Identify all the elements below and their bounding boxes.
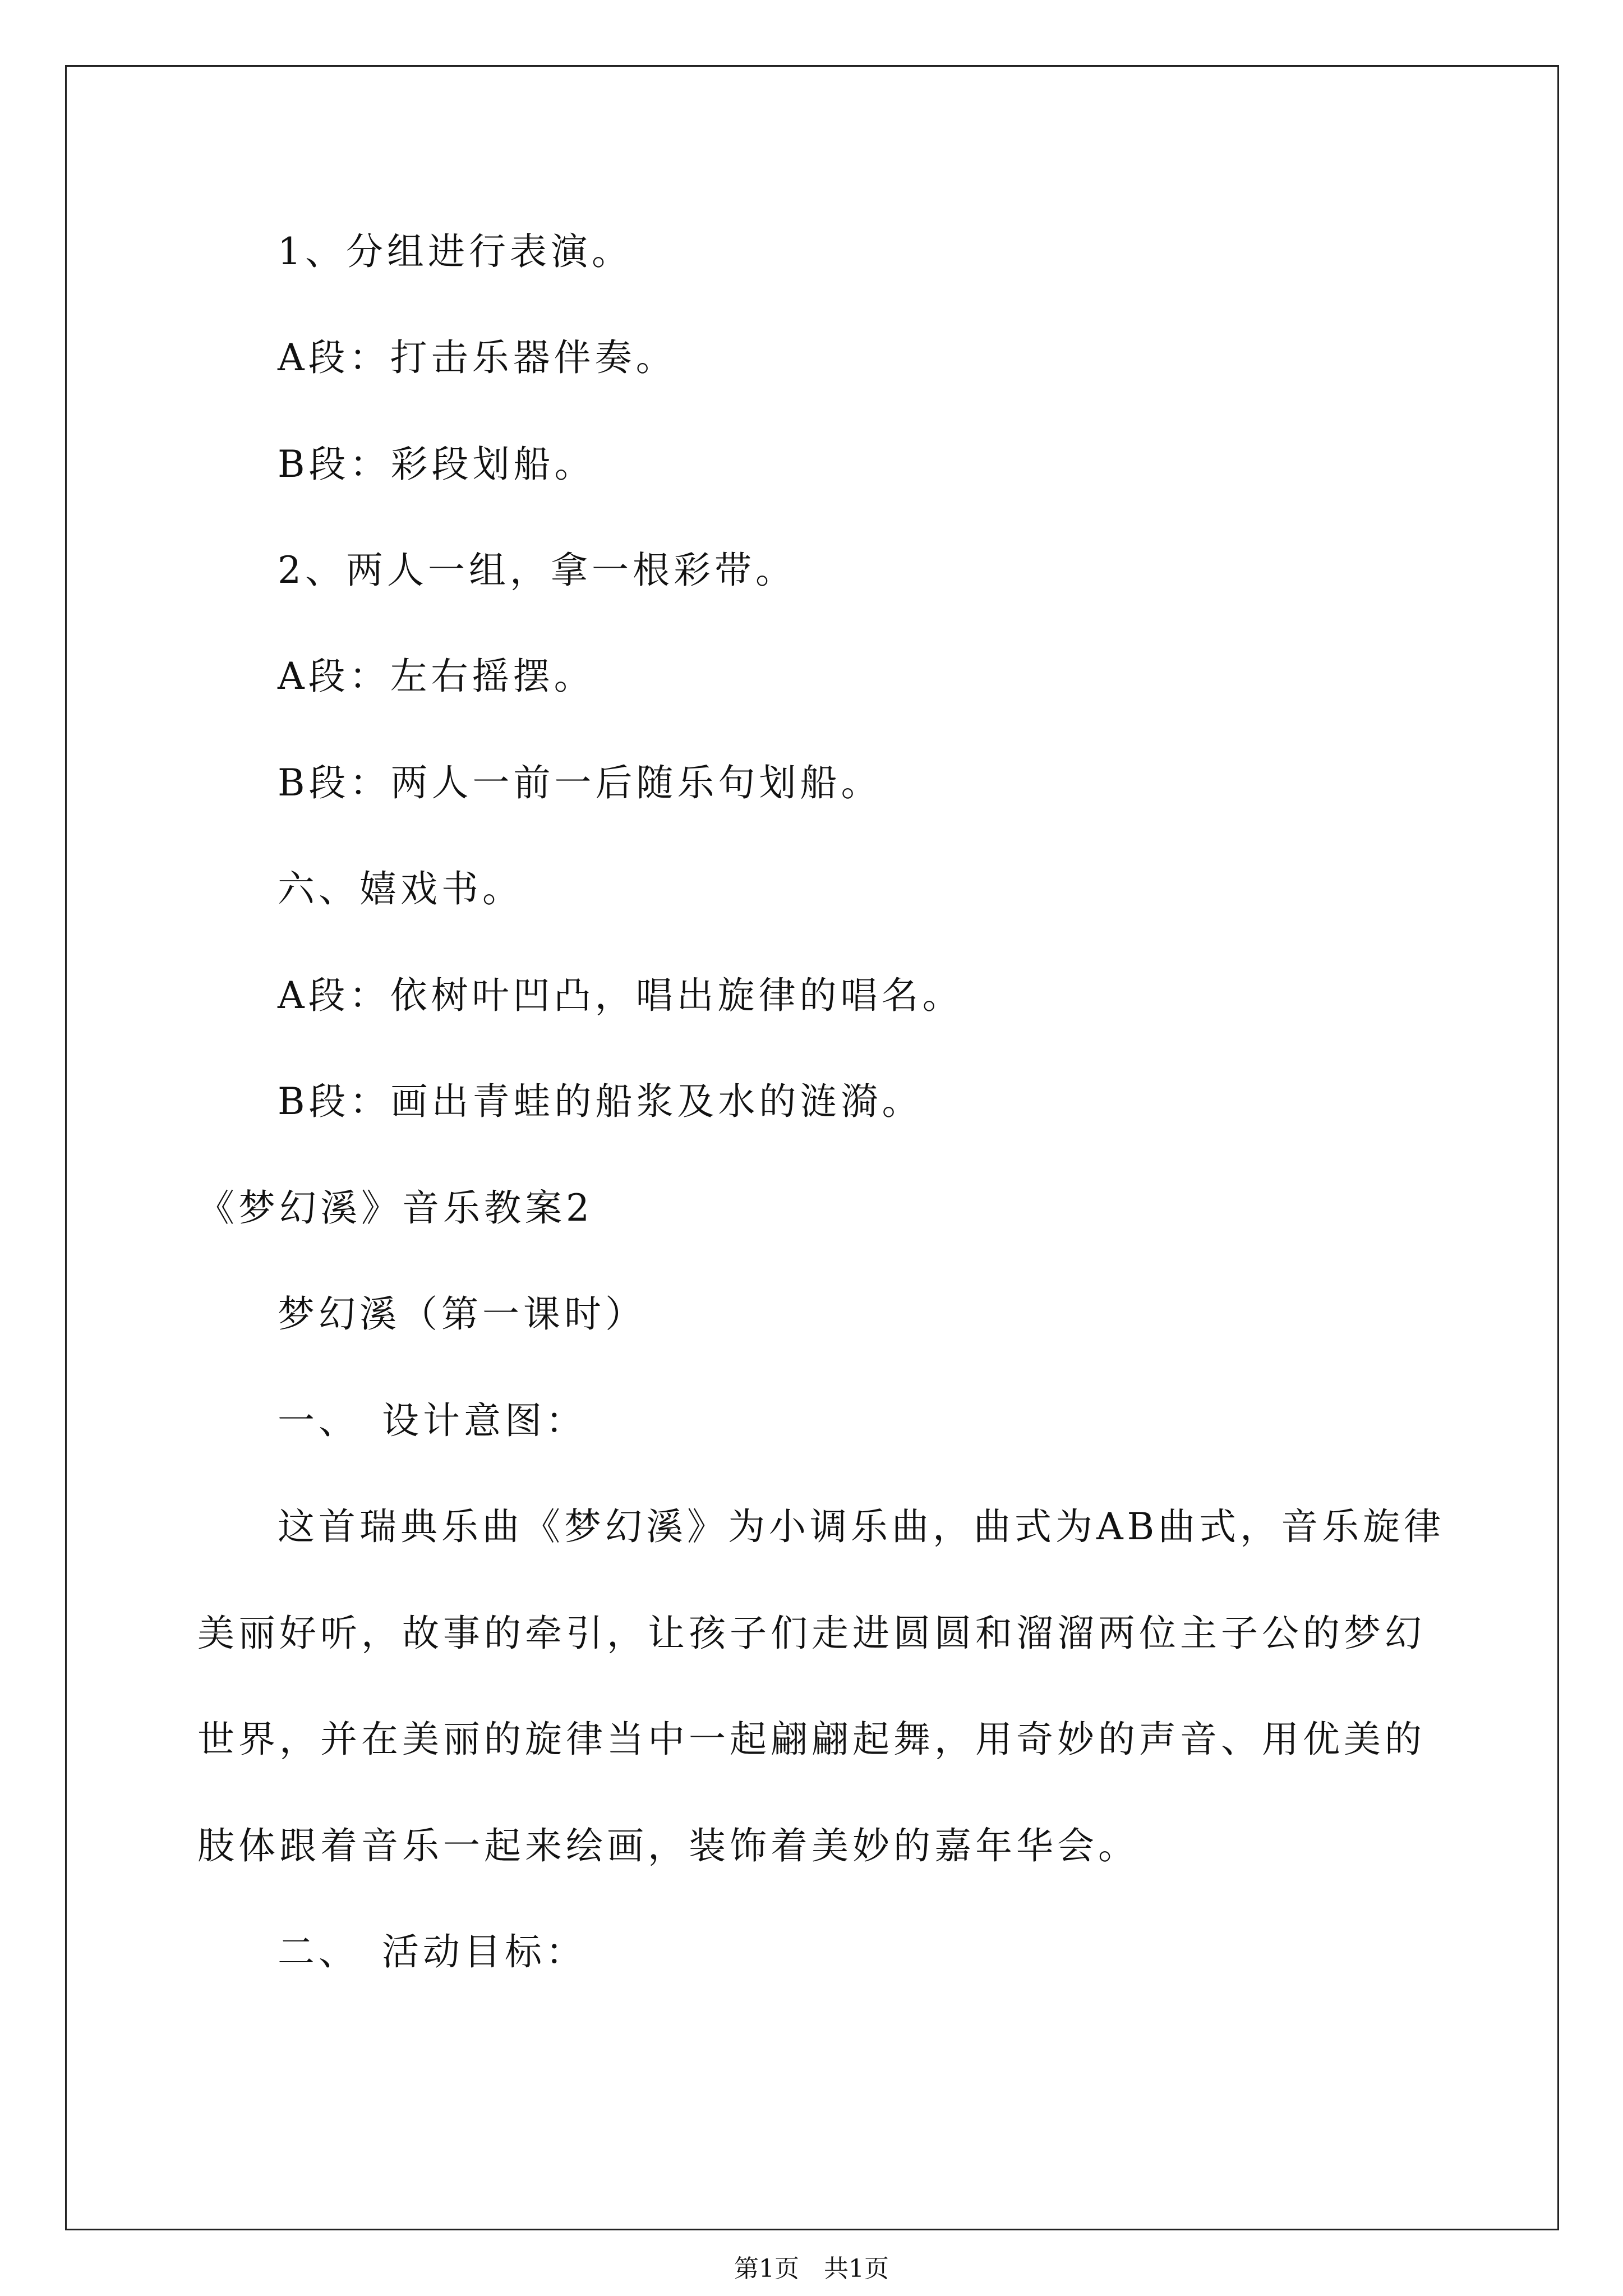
text-line: A段：打击乐器伴奏。 <box>278 336 677 379</box>
text-line: B段：两人一前一后随乐句划船。 <box>278 761 882 804</box>
paragraph-line: 世界，并在美丽的旋律当中一起翩翩起舞，用奇妙的声音、用优美的 <box>197 1718 1426 1761</box>
section-heading: 二、 活动目标： <box>278 1930 587 1973</box>
paragraph-line: 这首瑞典乐曲《梦幻溪》为小调乐曲，曲式为AB曲式，音乐旋律 <box>278 1505 1445 1548</box>
section-heading: 一、 设计意图： <box>278 1399 587 1442</box>
lesson-subtitle: 梦幻溪（第一课时） <box>278 1292 646 1336</box>
section-heading: 六、嬉戏书。 <box>278 867 523 910</box>
text-line: 2、两人一组，拿一根彩带。 <box>278 549 796 592</box>
text-line: A段：依树叶凹凸，唱出旋律的唱名。 <box>278 974 963 1017</box>
paragraph-line: 美丽好听，故事的牵引，让孩子们走进圆圆和溜溜两位主子公的梦幻 <box>197 1612 1426 1655</box>
text-line: 1、分组进行表演。 <box>278 230 633 273</box>
paragraph-line: 肢体跟着音乐一起来绘画，装饰着美妙的嘉年华会。 <box>197 1824 1139 1867</box>
text-line: B段：彩段划船。 <box>278 443 596 486</box>
page-border <box>65 65 1559 2230</box>
text-line: B段：画出青蛙的船浆及水的涟漪。 <box>278 1080 923 1123</box>
text-line: A段：左右摇摆。 <box>278 655 595 698</box>
document-title: 《梦幻溪》音乐教案2 <box>197 1186 593 1230</box>
page-footer: 第1页 共1页 <box>734 2254 889 2283</box>
